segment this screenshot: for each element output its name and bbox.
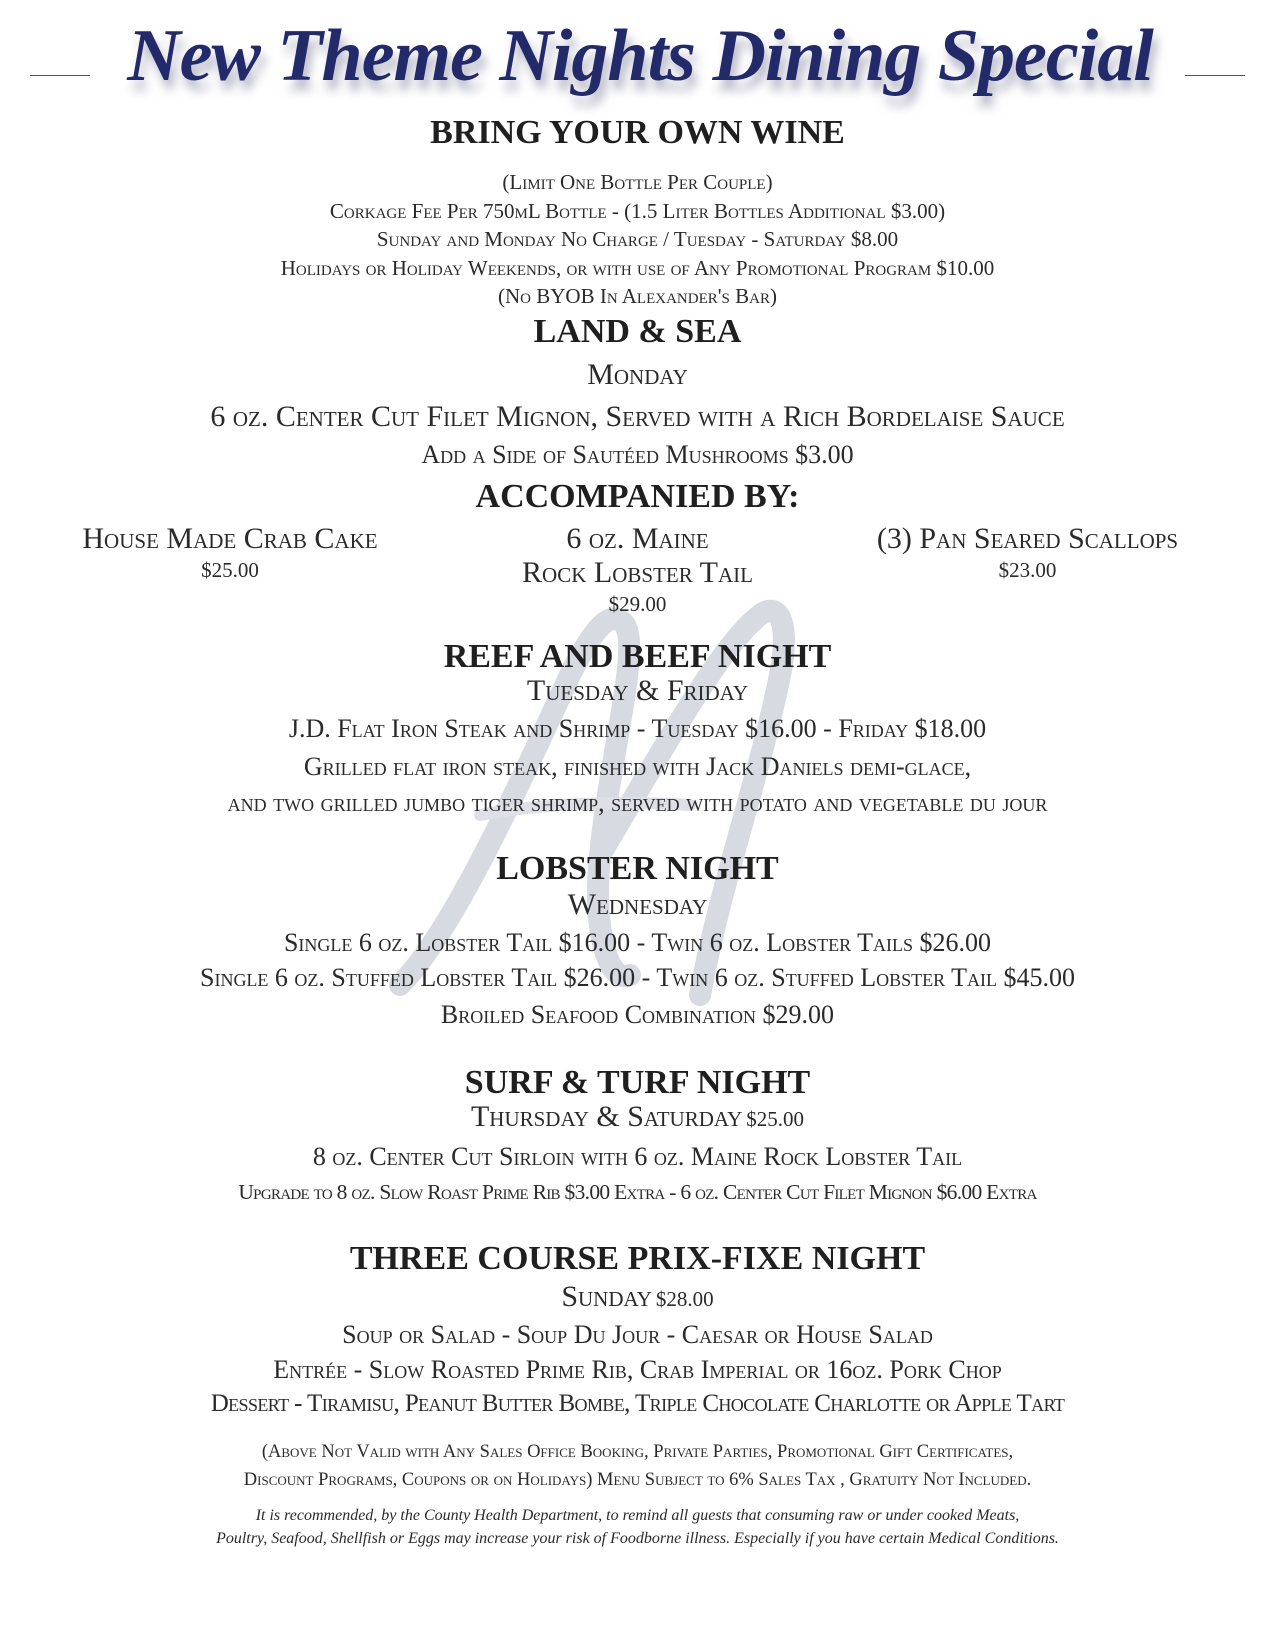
byow-line: Sunday and Monday No Charge / Tuesday - Saturday $8.00 [376,227,899,251]
accompanied-heading: ACCOMPANIED BY: [475,478,800,515]
option-lobster-tail [440,522,835,617]
prix-fixe-course: Soup or Salad - Soup Du Jour - Caesar or House Salad [342,1320,933,1349]
land-sea-main: 6 oz. Center Cut Filet Mignon, Served with a Rich Bordelaise Sauce [210,400,1065,433]
prix-fixe-heading: THREE COURSE PRIX-FIXE NIGHT [349,1240,926,1277]
surf-turf-day-row [0,1100,1275,1134]
header [0,0,1275,120]
reef-beef-desc: Grilled flat iron steak, finished with Jack Daniels demi-glace, [303,752,972,781]
land-sea-day: Monday [587,358,688,391]
surf-turf-price: $25.00 [746,1107,805,1131]
lobster-heading: LOBSTER NIGHT [496,850,779,887]
option-name: (3) Pan Seared Scallops [876,522,1179,555]
prix-fixe-day-row [0,1280,1275,1314]
reef-beef-day: Tuesday & Friday [526,674,749,707]
land-sea-addon: Add a Side of Sautéed Mushrooms $3.00 [421,440,854,469]
header-rule-left [30,75,90,76]
lobster-line: Broiled Seafood Combination $29.00 [440,1000,835,1029]
option-name: Rock Lobster Tail [522,556,753,589]
disclaimer-line: Discount Programs, Coupons or on Holidays) Menu Subject to 6% Sales Tax , Gratuity Not Included. [243,1470,1032,1490]
byow-line: Holidays or Holiday Weekends, or with use of Any Promotional Program $10.00 [280,256,995,280]
prix-fixe-course: Dessert - Tiramisu, Peanut Butter Bombe, Triple Chocolate Charlotte or Apple Tart [210,1390,1065,1417]
surf-turf-upgrade: Upgrade to 8 oz. Slow Roast Prime Rib $3.00 Extra - 6 oz. Center Cut Filet Mignon $6.00 Extra [238,1180,1037,1204]
byow-heading: BRING YOUR OWN WINE [430,114,845,151]
prix-fixe-course: Entrée - Slow Roasted Prime Rib, Crab Imperial or 16oz. Pork Chop [273,1355,1002,1384]
surf-turf-main: 8 oz. Center Cut Sirloin with 6 oz. Maine Rock Lobster Tail [312,1142,963,1171]
lobster-day: Wednesday [567,888,708,921]
option-name: 6 oz. Maine [566,522,709,555]
page-title: New Theme Nights Dining Special [127,15,1153,97]
option-name: House Made Crab Cake [82,522,378,555]
byow-line: (Limit One Bottle Per Couple) [502,170,773,194]
lobster-line: Single 6 oz. Lobster Tail $16.00 - Twin 6 oz. Lobster Tails $26.00 [283,928,992,957]
byow-line: Corkage Fee Per 750mL Bottle - (1.5 Liter Bottles Additional $3.00) [329,199,946,223]
option-scallops [835,522,1220,583]
option-price: $29.00 [608,592,667,616]
surf-turf-heading: SURF & TURF NIGHT [464,1064,811,1101]
reef-beef-main: J.D. Flat Iron Steak and Shrimp - Tuesday $16.00 - Friday $18.00 [288,714,987,743]
health-note: It is recommended, by the County Health Department, to remind all guests that consuming raw or under cooked Meats, [255,1507,1020,1524]
reef-beef-heading: REEF AND BEEF NIGHT [443,638,832,675]
disclaimer-line: (Above Not Valid with Any Sales Office Booking, Private Parties, Promotional Gift Certificates, [261,1442,1014,1462]
prix-fixe-price: $28.00 [655,1287,714,1311]
option-price: $25.00 [201,558,259,582]
surf-turf-day: Thursday & Saturday [470,1100,743,1133]
health-note: Poultry, Seafood, Shellfish or Eggs may increase your risk of Foodborne illness. Especially if you have certain Medical Conditions. [216,1530,1059,1547]
byow-line: (No BYOB In Alexander's Bar) [498,284,777,308]
prix-fixe-day: Sunday [561,1280,652,1313]
lobster-line: Single 6 oz. Stuffed Lobster Tail $26.00 - Twin 6 oz. Stuffed Lobster Tail $45.00 [199,963,1075,992]
option-price: $23.00 [998,558,1057,582]
header-rule-right [1185,75,1245,76]
option-crab-cake [40,522,420,583]
land-sea-heading: LAND & SEA [533,313,742,350]
reef-beef-desc: and two grilled jumbo tiger shrimp, served with potato and vegetable du jour [227,788,1048,817]
